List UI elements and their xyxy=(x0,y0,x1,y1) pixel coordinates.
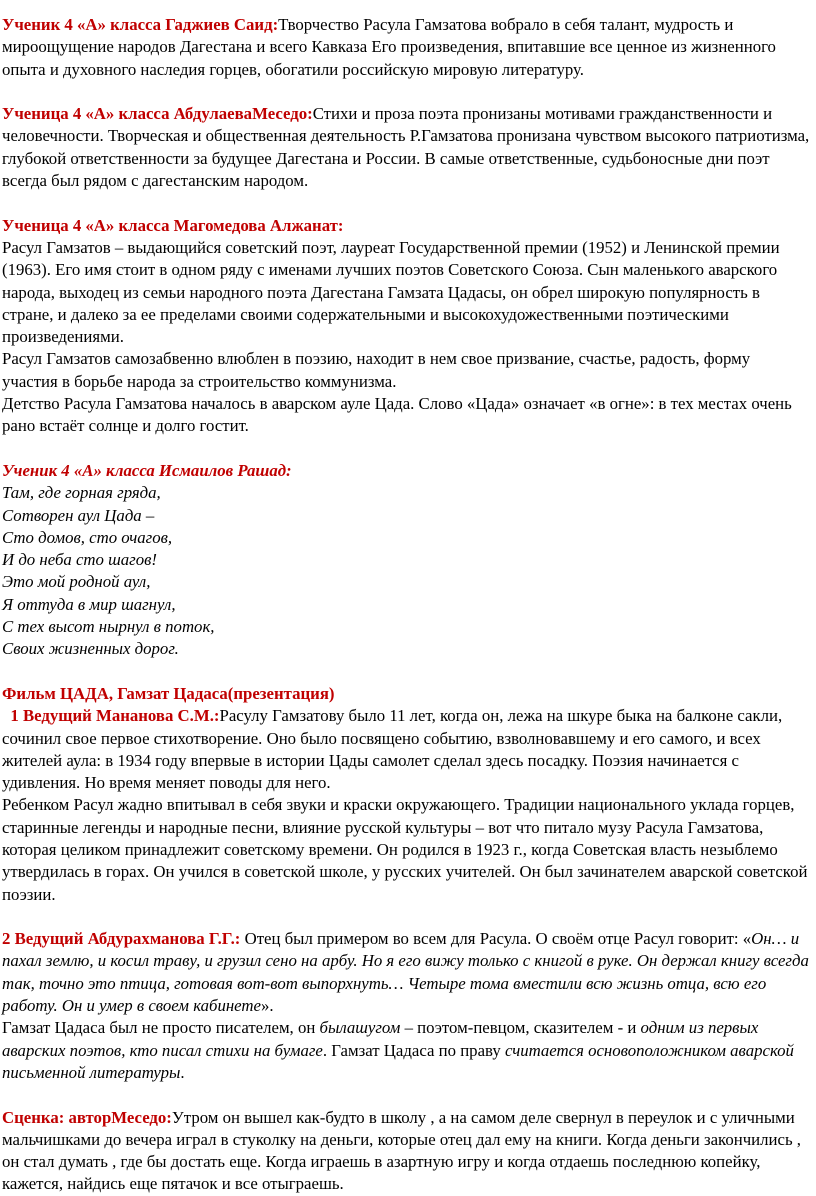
text-run: Гамзат Цадаса был не просто писателем, он xyxy=(2,1018,320,1038)
speaker-label: 1 Ведущий Мананова С.М.: xyxy=(10,706,220,726)
paragraph-text: Стихи и проза поэта пронизаны мотивами гражданственности и человечности. Творческая и общественная деятельность Р.Гамзатова пронизана чувством высокого патриотизма, глубокой ответственности за будущее Дагестана и России. В самые ответственные, судьбоносные дни поэт всегда был рядом с дагестанским народом. xyxy=(2,104,810,191)
paragraph-abdulaeva xyxy=(2,103,810,192)
quote-open: « xyxy=(742,929,752,949)
paragraph-text: Детство Расула Гамзатова началось в аварском ауле Цада. Слово «Цада» означает «в огне»: в тех местах очень рано встаёт солнце и долго гостит. xyxy=(2,394,792,436)
speaker-label: Сценка: авторМеседо: xyxy=(2,1107,172,1127)
paragraph-text: Ребенком Расул жадно впитывал в себя звуки и краски окружающего. Традиции национального уклада горцев, старинные легенды и народные песни, влияние русской культуры – вот что питало музу Расула Гамзатова, которая целиком принадлежит советскому времени. Он родился в 1923 г., когда Советская власть незыблемо утвердилась в горах. Он учился в советской школе, у русских учителей. Он был зачинателем аварской советской поэзии. xyxy=(2,795,808,904)
quote-text: Он… и пахал землю, и косил траву, и грузил сено на арбу. Но я его вижу только с книгой в руке. Он держал книгу всегда так, точно это птица, готовая вот-вот выпорхнуть… Четыре тома вместили всю жизнь отца, всю его работу. Он и умер в своем кабинете xyxy=(2,929,809,1016)
poem-line: С тех высот нырнул в поток, xyxy=(2,617,215,637)
paragraph-mananova xyxy=(2,705,810,794)
poem-line: И до неба сто шагов! xyxy=(2,550,157,570)
poem-line: Сто домов, сто очагов, xyxy=(2,527,173,547)
speaker-label: Ученица 4 «А» класса Магомедова Алжанат: xyxy=(2,215,344,235)
speaker-label: Ученица 4 «А» класса АбдулаеваМеседо: xyxy=(2,104,313,124)
paragraph-text: Утром он вышел как-будто в школу , а на самом деле свернул в переулок и с уличными мальчишками до вечера играл в стуколку на деньги, которые отец дал ему на книги. Когда деньги закончились , он стал думать , где бы достать еще. Когда играешь в азартную игру и когда отдаешь последнюю копейку, кажется, найдись еще пятачок и все отыграешь. xyxy=(2,1107,801,1194)
poem-line: Я оттуда в мир шагнул, xyxy=(2,594,176,614)
text-run: . Гамзат Цадаса по праву xyxy=(322,1040,505,1060)
emphasis-run: считается основоположником аварской письменной литературы xyxy=(2,1040,794,1082)
paragraph-abdurakhmanova xyxy=(2,928,810,1017)
paragraph-text: Отец был примером во всем для Расула. О своём отце Расул говорит: xyxy=(240,929,743,949)
section-heading: Фильм ЦАДА, Гамзат Цадаса(презентация) xyxy=(2,683,335,703)
emphasis-run: былашугом xyxy=(319,1018,401,1038)
paragraph-text: Расул Гамзатов – выдающийся советский поэт, лауреат Государственной премии (1952) и Ленинской премии (1963). Его имя стоит в одном ряду с именами лучших поэтов Советского Союза. Сын маленького аварского народа, выходец из семьи народного поэта Дагестана Гамзата Цадасы, он обрел широкую популярность в стране, и далеко за ее пределами своими содержательными и высокохудожественными поэтическими произведениями. xyxy=(2,237,780,347)
text-run: – поэтом-певцом, сказителем - и xyxy=(400,1018,641,1038)
paragraph-text: Творчество Расула Гамзатова вобрало в себя талант, мудрость и мироощущение народов Дагестана и всего Кавказа Его произведения, впитавшие все ценное из жизненного опыта и духовного наследия горцев, обогатили российскую мировую литературу. xyxy=(2,15,776,79)
emphasis-run: одним из первых аварских поэтов, кто писал стихи на бумаге xyxy=(2,1018,759,1060)
speaker-label: Ученик 4 «А» класса Исмаилов Рашад: xyxy=(2,460,292,480)
paragraph-gamzat xyxy=(2,1017,810,1084)
paragraph-text: Расулу Гамзатову было 11 лет, когда он, лежа на шкуре быка на балконе сакли, сочинил свое первое стихотворение. Оно было посвящено событию, взволновавшему и его самого, и всех жителей аула: в 1934 году впервые в истории Цады самолет сделал здесь посадку. Поэзия начинается с удивления. Но время меняет поводы для него. xyxy=(2,706,783,793)
poem-line: Там, где горная гряда, xyxy=(2,483,161,503)
poem xyxy=(2,482,810,660)
poem-line: Своих жизненных дорог. xyxy=(2,639,179,659)
poem-line: Это мой родной аул, xyxy=(2,572,151,592)
poem-line: Сотворен аул Цада – xyxy=(2,505,155,525)
text-run: . xyxy=(180,1062,185,1082)
paragraph-gadzhiev xyxy=(2,14,810,81)
speaker-label: 2 Ведущий Абдурахманова Г.Г.: xyxy=(2,929,241,949)
paragraph-text: Расул Гамзатов самозабвенно влюблен в поэзию, находит в нем свое призвание, счастье, радость, форму участия в борьбе народа за строительство коммунизма. xyxy=(2,349,751,391)
paragraph-scene xyxy=(2,1107,810,1196)
speaker-label: Ученик 4 «А» класса Гаджиев Саид: xyxy=(2,15,279,34)
quote-close: ». xyxy=(260,996,274,1016)
